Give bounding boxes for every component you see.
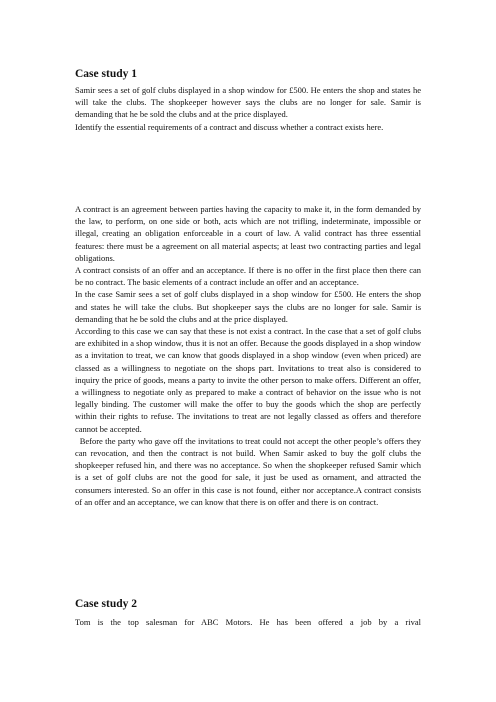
case-study-1-heading: Case study 1: [75, 68, 137, 80]
case-study-1-prompt: [75, 84, 421, 133]
scenario-paragraph: Samir sees a set of golf clubs displayed in a shop window for £500. He enters the shop and states he will take the clubs. The shopkeeper however says the clubs are no longer for sale. Samir is demanding that he be sold the clubs and at the price displayed.: [75, 85, 421, 120]
answer-paragraph-2: A contract consists of an offer and an acceptance. If there is no offer in the first place then there can be no contract. The basic elements of a contract include an offer and an acceptance.: [75, 265, 421, 288]
case-study-2-section: [75, 616, 421, 628]
answer-section: [75, 203, 424, 508]
question-paragraph: Identify the essential requirements of a contract and discuss whether a contract exists here.: [75, 121, 384, 132]
answer-paragraph-1: A contract is an agreement between parties having the capacity to make it, in the form demanded by the law, to perform, on one side or both, acts which are not trifling, indeterminate, impossible or illegal, creating an obligation enforceable in a court of law. A valid contract has three essential features: there must be a agreement on all material aspects; at least two contracting parties and legal obligations.: [75, 204, 421, 263]
case-study-2-heading: Case study 2: [75, 598, 137, 610]
case-study-2-text: Tom is the top salesman for ABC Motors. He has been offered a job by a rival: [75, 617, 421, 627]
answer-paragraph-4: According to this case we can say that these is not exist a contract. In the case that a set of golf clubs are exhibited in a shop window, thus it is not an offer. Because the goods displayed in a shop window as a invitation to treat, we can know that goods displayed in a shop window (even when priced) are classed as a willingness to negotiate on the shops part. Invitations to treat also is considered to inquiry the price of goods, means a party to invite the other person to make offers. Different an offer, a willingness to negotiate only as prepared to make a contract of behavior on the issue who is not legally binding. The customer will make the offer to buy the goods which the shop are perfectly within their rights to refuse. The invitations to treat are not legally classed as offers and therefore cannot be accepted.: [75, 326, 421, 434]
answer-paragraph-5: Before the party who gave off the invitations to treat could not accept the other people’s offers they can revocation, and then the contract is not build. When Samir asked to buy the golf clubs the shopkeeper refused hin, and there was no acceptance. So when the shopkeeper refused Samir which is a set of golf clubs are not the good for sale, it just be used as ornament, and attracted the consumers interested. So an offer in this case is not found, either nor acceptance.A contract consists of an offer and an acceptance, we can know that there is on offer and there is on contract.: [75, 435, 424, 507]
answer-paragraph-3: In the case Samir sees a set of golf clubs displayed in a shop window for £500. He enters the shop and states he will take the clubs. But shopkeeper says the clubs are no longer for sale. Samir is demanding that he be sold the clubs and at the price displayed.: [75, 289, 421, 324]
